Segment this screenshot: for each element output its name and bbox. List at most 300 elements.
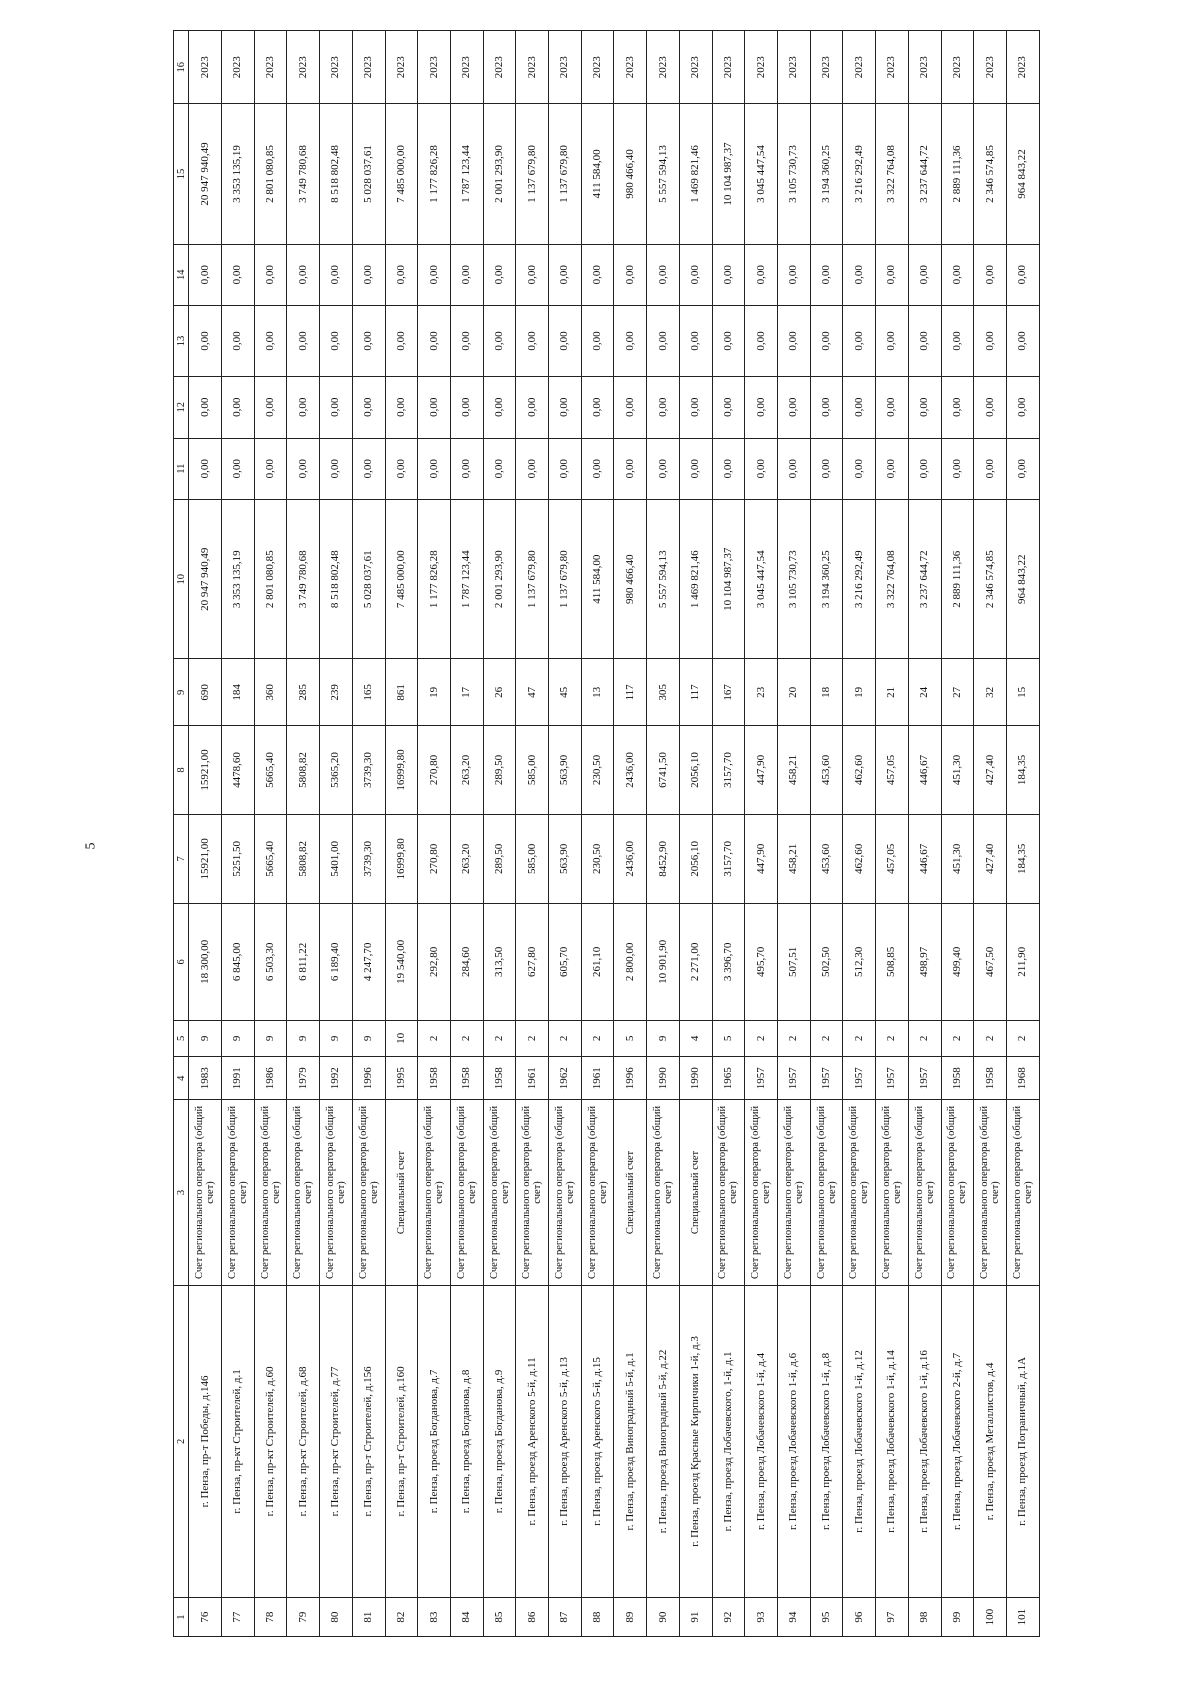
table-cell: 2023 bbox=[712, 31, 745, 104]
table-cell: 499,40 bbox=[941, 904, 974, 1020]
table-cell: 78 bbox=[254, 1598, 287, 1637]
column-number-1: 1 bbox=[174, 1598, 189, 1637]
table-cell: 80 bbox=[320, 1598, 353, 1637]
table-cell: 0,00 bbox=[974, 244, 1007, 305]
table-cell: 2 bbox=[450, 1020, 483, 1057]
table-cell: 2 346 574,85 bbox=[974, 499, 1007, 659]
table-cell: 1 177 826,28 bbox=[418, 499, 451, 659]
table-cell: 263,20 bbox=[450, 814, 483, 903]
table-cell: 1 177 826,28 bbox=[418, 104, 451, 244]
table-cell: 446,67 bbox=[908, 814, 941, 903]
table-cell: 101 bbox=[1006, 1598, 1039, 1637]
table-cell: 7 485 000,00 bbox=[385, 499, 418, 659]
table-cell: 0,00 bbox=[450, 377, 483, 438]
table-cell: 1957 bbox=[908, 1057, 941, 1100]
table-cell: 3 322 764,08 bbox=[876, 499, 909, 659]
table-cell: Счет регионального оператора (общий счет) bbox=[810, 1100, 843, 1285]
table-cell: г. Пенза, пр-кт Строителей, д.68 bbox=[287, 1285, 320, 1598]
table-cell: 20 bbox=[777, 659, 810, 726]
table-cell: 0,00 bbox=[385, 305, 418, 376]
table-cell: Счет регионального оператора (общий счет) bbox=[320, 1100, 353, 1285]
table-cell: 19 540,00 bbox=[385, 904, 418, 1020]
table-cell: Счет регионального оператора (общий счет) bbox=[974, 1100, 1007, 1285]
table-cell: 1986 bbox=[254, 1057, 287, 1100]
table-cell: 498,97 bbox=[908, 904, 941, 1020]
table-cell: 184 bbox=[222, 659, 255, 726]
table-cell: 0,00 bbox=[876, 438, 909, 499]
column-number-11: 11 bbox=[174, 438, 189, 499]
table-row bbox=[1006, 31, 1039, 1637]
table-cell: 1957 bbox=[745, 1057, 778, 1100]
column-number-5: 5 bbox=[174, 1020, 189, 1057]
table-cell: 0,00 bbox=[745, 244, 778, 305]
table-cell: г. Пенза, проезд Виноградный 5-й, д.22 bbox=[647, 1285, 680, 1598]
table-cell: 453,60 bbox=[810, 726, 843, 814]
table-cell: 0,00 bbox=[810, 438, 843, 499]
table-cell: 0,00 bbox=[222, 244, 255, 305]
table-cell: 0,00 bbox=[352, 244, 385, 305]
table-cell: 47 bbox=[516, 659, 549, 726]
table-cell: 0,00 bbox=[222, 438, 255, 499]
table-cell: 2023 bbox=[549, 31, 582, 104]
table-cell: 89 bbox=[614, 1598, 647, 1637]
table-cell: 0,00 bbox=[549, 305, 582, 376]
table-cell: 3 353 135,19 bbox=[222, 104, 255, 244]
table-cell: 0,00 bbox=[679, 438, 712, 499]
table-cell: г. Пенза, проезд Богданова, д.8 bbox=[450, 1285, 483, 1598]
table-cell: 1961 bbox=[516, 1057, 549, 1100]
table-cell: г. Пенза, проезд Богданова, д.7 bbox=[418, 1285, 451, 1598]
table-cell: 2023 bbox=[418, 31, 451, 104]
table-cell: 0,00 bbox=[287, 305, 320, 376]
table-cell: 83 bbox=[418, 1598, 451, 1637]
table-cell: 76 bbox=[189, 1598, 222, 1637]
table-cell: 2 bbox=[908, 1020, 941, 1057]
table-cell: 6 189,40 bbox=[320, 904, 353, 1020]
column-number-7: 7 bbox=[174, 814, 189, 903]
table-cell: 360 bbox=[254, 659, 287, 726]
table-cell: 6 503,30 bbox=[254, 904, 287, 1020]
table-cell: 0,00 bbox=[581, 438, 614, 499]
table-cell: 1 469 821,46 bbox=[679, 104, 712, 244]
table-cell: 1957 bbox=[777, 1057, 810, 1100]
table-cell: 2023 bbox=[679, 31, 712, 104]
table-cell: 184,35 bbox=[1006, 814, 1039, 903]
table-cell: 91 bbox=[679, 1598, 712, 1637]
table-cell: 4478,60 bbox=[222, 726, 255, 814]
table-cell: 3 194 360,25 bbox=[810, 499, 843, 659]
table-cell: 2023 bbox=[385, 31, 418, 104]
table-cell: 585,00 bbox=[516, 726, 549, 814]
table-row bbox=[516, 31, 549, 1637]
table-cell: 9 bbox=[222, 1020, 255, 1057]
column-number-14: 14 bbox=[174, 244, 189, 305]
table-cell: 2023 bbox=[745, 31, 778, 104]
table-row bbox=[418, 31, 451, 1637]
column-number-15: 15 bbox=[174, 104, 189, 244]
table-cell: 467,50 bbox=[974, 904, 1007, 1020]
table-cell: г. Пенза, проезд Металлистов, д.4 bbox=[974, 1285, 1007, 1598]
table-cell: 0,00 bbox=[516, 305, 549, 376]
table-cell: 5 557 594,13 bbox=[647, 104, 680, 244]
table-cell: 0,00 bbox=[385, 377, 418, 438]
table-cell: 5808,82 bbox=[287, 726, 320, 814]
table-cell: 462,60 bbox=[843, 814, 876, 903]
table-cell: 3 749 780,68 bbox=[287, 499, 320, 659]
table-cell: 0,00 bbox=[647, 244, 680, 305]
table-cell: 86 bbox=[516, 1598, 549, 1637]
table-cell: 0,00 bbox=[483, 377, 516, 438]
table-cell: Счет регионального оператора (общий счет) bbox=[352, 1100, 385, 1285]
table-cell: 2056,10 bbox=[679, 814, 712, 903]
table-cell: 165 bbox=[352, 659, 385, 726]
table-cell: 0,00 bbox=[418, 244, 451, 305]
table-cell: 5 bbox=[712, 1020, 745, 1057]
table-cell: 2023 bbox=[320, 31, 353, 104]
table-cell: 6 811,22 bbox=[287, 904, 320, 1020]
column-number-9: 9 bbox=[174, 659, 189, 726]
table-cell: 5665,40 bbox=[254, 814, 287, 903]
table-cell: 2 bbox=[745, 1020, 778, 1057]
table-cell: Счет регионального оператора (общий счет) bbox=[189, 1100, 222, 1285]
table-cell: 0,00 bbox=[974, 305, 1007, 376]
table-cell: 0,00 bbox=[189, 438, 222, 499]
table-cell: г. Пенза, проезд Лобачевского 1-й, д.8 bbox=[810, 1285, 843, 1598]
table-cell: 5808,82 bbox=[287, 814, 320, 903]
column-number-10: 10 bbox=[174, 499, 189, 659]
column-number-8: 8 bbox=[174, 726, 189, 814]
table-cell: 19 bbox=[843, 659, 876, 726]
table-row bbox=[876, 31, 909, 1637]
table-cell: 1958 bbox=[974, 1057, 1007, 1100]
table-cell: 0,00 bbox=[254, 377, 287, 438]
table-cell: 0,00 bbox=[908, 377, 941, 438]
table-cell: 0,00 bbox=[679, 244, 712, 305]
table-cell: 0,00 bbox=[549, 377, 582, 438]
table-cell: 0,00 bbox=[843, 244, 876, 305]
table-cell: Счет регионального оператора (общий счет) bbox=[843, 1100, 876, 1285]
table-cell: 1958 bbox=[941, 1057, 974, 1100]
table-cell: 0,00 bbox=[843, 305, 876, 376]
table-cell: 453,60 bbox=[810, 814, 843, 903]
table-cell: 96 bbox=[843, 1598, 876, 1637]
table-cell: 9 bbox=[647, 1020, 680, 1057]
table-cell: Счет регионального оператора (общий счет) bbox=[1006, 1100, 1039, 1285]
table-cell: 5 557 594,13 bbox=[647, 499, 680, 659]
table-cell: 2023 bbox=[974, 31, 1007, 104]
table-cell: Специальный счет bbox=[679, 1100, 712, 1285]
table-cell: 0,00 bbox=[581, 244, 614, 305]
table-cell: 45 bbox=[549, 659, 582, 726]
table-cell: 2023 bbox=[941, 31, 974, 104]
table-cell: Счет регионального оператора (общий счет) bbox=[222, 1100, 255, 1285]
table-cell: 2023 bbox=[450, 31, 483, 104]
table-row bbox=[189, 31, 222, 1637]
table-cell: 4 bbox=[679, 1020, 712, 1057]
table-row bbox=[254, 31, 287, 1637]
table-cell: 0,00 bbox=[908, 305, 941, 376]
table-cell: Счет регионального оператора (общий счет) bbox=[745, 1100, 778, 1285]
table-cell: 3157,70 bbox=[712, 726, 745, 814]
table-cell: г. Пенза, проезд Лобачевского 1-й, д.16 bbox=[908, 1285, 941, 1598]
table-cell: 2 889 111,36 bbox=[941, 499, 974, 659]
table-cell: 0,00 bbox=[777, 438, 810, 499]
table-cell: 0,00 bbox=[614, 305, 647, 376]
table-row bbox=[450, 31, 483, 1637]
table-cell: 0,00 bbox=[450, 244, 483, 305]
table-cell: 10 104 987,37 bbox=[712, 499, 745, 659]
table-row bbox=[581, 31, 614, 1637]
column-number-12: 12 bbox=[174, 377, 189, 438]
table-cell: 1992 bbox=[320, 1057, 353, 1100]
table-cell: 6 845,00 bbox=[222, 904, 255, 1020]
table-row bbox=[810, 31, 843, 1637]
table-cell: 82 bbox=[385, 1598, 418, 1637]
table-cell: 964 843,22 bbox=[1006, 499, 1039, 659]
table-cell: г. Пенза, проезд Лобачевского 1-й, д.6 bbox=[777, 1285, 810, 1598]
table-cell: 0,00 bbox=[712, 305, 745, 376]
table-cell: 2023 bbox=[222, 31, 255, 104]
table-cell: 5365,20 bbox=[320, 726, 353, 814]
table-cell: 284,60 bbox=[450, 904, 483, 1020]
table-cell: 458,21 bbox=[777, 726, 810, 814]
table-cell: 2023 bbox=[614, 31, 647, 104]
table-cell: 2023 bbox=[581, 31, 614, 104]
table-cell: 0,00 bbox=[254, 438, 287, 499]
table-cell: 10 bbox=[385, 1020, 418, 1057]
table-cell: 0,00 bbox=[581, 377, 614, 438]
table-cell: 9 bbox=[320, 1020, 353, 1057]
table-cell: 1958 bbox=[450, 1057, 483, 1100]
table-cell: 2 001 293,90 bbox=[483, 104, 516, 244]
table-cell: 9 bbox=[254, 1020, 287, 1057]
table-cell: 2 bbox=[549, 1020, 582, 1057]
table-cell: 20 947 940,49 bbox=[189, 104, 222, 244]
table-cell: 19 bbox=[418, 659, 451, 726]
table-cell: 1961 bbox=[581, 1057, 614, 1100]
table-row bbox=[843, 31, 876, 1637]
table-cell: г. Пенза, проезд Пограничный, д.1А bbox=[1006, 1285, 1039, 1598]
table-cell: 0,00 bbox=[352, 377, 385, 438]
table-cell: 239 bbox=[320, 659, 353, 726]
table-cell: г. Пенза, пр-кт Строителей, д.1 bbox=[222, 1285, 255, 1598]
table-row bbox=[549, 31, 582, 1637]
table-cell: 18 300,00 bbox=[189, 904, 222, 1020]
table-cell: 0,00 bbox=[810, 305, 843, 376]
table-cell: 0,00 bbox=[287, 244, 320, 305]
table-cell: 0,00 bbox=[810, 377, 843, 438]
table-cell: 0,00 bbox=[483, 305, 516, 376]
table-cell: 0,00 bbox=[320, 438, 353, 499]
table-cell: Счет регионального оператора (общий счет) bbox=[516, 1100, 549, 1285]
column-number-13: 13 bbox=[174, 305, 189, 376]
table-cell: 3739,30 bbox=[352, 814, 385, 903]
table-row bbox=[352, 31, 385, 1637]
table-cell: 92 bbox=[712, 1598, 745, 1637]
table-row bbox=[320, 31, 353, 1637]
table-cell: 2 800,00 bbox=[614, 904, 647, 1020]
table-cell: 0,00 bbox=[418, 438, 451, 499]
table-cell: Счет регионального оператора (общий счет) bbox=[418, 1100, 451, 1285]
table-cell: 605,70 bbox=[549, 904, 582, 1020]
table-cell: 1 137 679,80 bbox=[516, 104, 549, 244]
table-cell: 17 bbox=[450, 659, 483, 726]
table-cell: 3 216 292,49 bbox=[843, 499, 876, 659]
table-cell: 690 bbox=[189, 659, 222, 726]
table-cell: 3 322 764,08 bbox=[876, 104, 909, 244]
table-cell: 0,00 bbox=[581, 305, 614, 376]
table-cell: 627,80 bbox=[516, 904, 549, 1020]
table-cell: 0,00 bbox=[1006, 438, 1039, 499]
table-cell: 88 bbox=[581, 1598, 614, 1637]
table-cell: 563,90 bbox=[549, 814, 582, 903]
table-cell: 1968 bbox=[1006, 1057, 1039, 1100]
column-number-2: 2 bbox=[174, 1285, 189, 1598]
table-cell: 2 bbox=[941, 1020, 974, 1057]
rotated-table-frame bbox=[173, 30, 1040, 1637]
table-cell: Счет регионального оператора (общий счет) bbox=[287, 1100, 320, 1285]
table-cell: 3 194 360,25 bbox=[810, 104, 843, 244]
table-cell: 3 045 447,54 bbox=[745, 104, 778, 244]
table-cell: 0,00 bbox=[450, 438, 483, 499]
table-cell: 462,60 bbox=[843, 726, 876, 814]
table-cell: 95 bbox=[810, 1598, 843, 1637]
table-cell: 1990 bbox=[647, 1057, 680, 1100]
table-cell: 98 bbox=[908, 1598, 941, 1637]
table-cell: 861 bbox=[385, 659, 418, 726]
table-cell: 0,00 bbox=[810, 244, 843, 305]
table-cell: г. Пенза, проезд Лобачевского 1-й, д.12 bbox=[843, 1285, 876, 1598]
table-cell: 446,67 bbox=[908, 726, 941, 814]
table-cell: 411 584,00 bbox=[581, 499, 614, 659]
table-cell: 2 001 293,90 bbox=[483, 499, 516, 659]
table-cell: 585,00 bbox=[516, 814, 549, 903]
table-cell: 0,00 bbox=[876, 377, 909, 438]
table-cell: 10 104 987,37 bbox=[712, 104, 745, 244]
table-cell: 0,00 bbox=[222, 305, 255, 376]
table-cell: 2023 bbox=[352, 31, 385, 104]
table-cell: 94 bbox=[777, 1598, 810, 1637]
table-cell: 451,30 bbox=[941, 726, 974, 814]
table-cell: 0,00 bbox=[777, 377, 810, 438]
table-cell: 24 bbox=[908, 659, 941, 726]
table-cell: г. Пенза, проезд Лобачевского 2-й, д.7 bbox=[941, 1285, 974, 1598]
table-cell: Счет регионального оператора (общий счет) bbox=[647, 1100, 680, 1285]
table-cell: 427,40 bbox=[974, 814, 1007, 903]
table-cell: Счет регионального оператора (общий счет) bbox=[777, 1100, 810, 1285]
table-cell: 230,50 bbox=[581, 726, 614, 814]
table-row bbox=[614, 31, 647, 1637]
table-cell: 0,00 bbox=[189, 305, 222, 376]
table-cell: г. Пенза, проезд Богданова, д.9 bbox=[483, 1285, 516, 1598]
table-cell: 0,00 bbox=[876, 244, 909, 305]
table-cell: 6741,50 bbox=[647, 726, 680, 814]
table-cell: 0,00 bbox=[974, 377, 1007, 438]
table-cell: 0,00 bbox=[712, 438, 745, 499]
table-cell: 508,85 bbox=[876, 904, 909, 1020]
table-cell: 10 901,90 bbox=[647, 904, 680, 1020]
table-cell: 8452,90 bbox=[647, 814, 680, 903]
table-cell: 20 947 940,49 bbox=[189, 499, 222, 659]
table-cell: 0,00 bbox=[647, 305, 680, 376]
table-cell: 0,00 bbox=[287, 438, 320, 499]
table-cell: 1991 bbox=[222, 1057, 255, 1100]
table-cell: 305 bbox=[647, 659, 680, 726]
table-cell: 457,05 bbox=[876, 814, 909, 903]
column-number-row bbox=[174, 31, 189, 1637]
table-cell: 99 bbox=[941, 1598, 974, 1637]
table-cell: Специальный счет bbox=[614, 1100, 647, 1285]
table-cell: 0,00 bbox=[941, 377, 974, 438]
table-cell: 0,00 bbox=[941, 305, 974, 376]
table-cell: 2023 bbox=[254, 31, 287, 104]
table-cell: 1983 bbox=[189, 1057, 222, 1100]
table-row bbox=[647, 31, 680, 1637]
table-cell: 2 bbox=[516, 1020, 549, 1057]
table-row bbox=[941, 31, 974, 1637]
table-cell: 0,00 bbox=[516, 244, 549, 305]
table-body bbox=[174, 31, 1040, 1637]
table-cell: 0,00 bbox=[352, 438, 385, 499]
table-row bbox=[974, 31, 1007, 1637]
table-cell: 0,00 bbox=[712, 377, 745, 438]
table-cell: 0,00 bbox=[745, 305, 778, 376]
table-cell: 0,00 bbox=[450, 305, 483, 376]
table-cell: 270,80 bbox=[418, 726, 451, 814]
table-cell: 21 bbox=[876, 659, 909, 726]
table-cell: 270,80 bbox=[418, 814, 451, 903]
table-cell: 980 466,40 bbox=[614, 499, 647, 659]
table-cell: 2 bbox=[483, 1020, 516, 1057]
table-cell: г. Пенза, пр-т Победы, д.146 bbox=[189, 1285, 222, 1598]
table-cell: 0,00 bbox=[647, 377, 680, 438]
table-cell: 0,00 bbox=[385, 438, 418, 499]
table-cell: 1957 bbox=[810, 1057, 843, 1100]
table-cell: 1 787 123,44 bbox=[450, 104, 483, 244]
table-cell: 1996 bbox=[352, 1057, 385, 1100]
table-cell: г. Пенза, пр-кт Строителей, д.77 bbox=[320, 1285, 353, 1598]
table-cell: 980 466,40 bbox=[614, 104, 647, 244]
table-cell: Счет регионального оператора (общий счет) bbox=[254, 1100, 287, 1285]
table-cell: 447,90 bbox=[745, 726, 778, 814]
table-cell: 13 bbox=[581, 659, 614, 726]
table-cell: Счет регионального оператора (общий счет) bbox=[581, 1100, 614, 1285]
table-cell: 15 bbox=[1006, 659, 1039, 726]
column-number-4: 4 bbox=[174, 1057, 189, 1100]
table-cell: 0,00 bbox=[189, 377, 222, 438]
table-cell: 1957 bbox=[876, 1057, 909, 1100]
table-cell: 0,00 bbox=[745, 377, 778, 438]
table-cell: 427,40 bbox=[974, 726, 1007, 814]
table-cell: 0,00 bbox=[777, 244, 810, 305]
table-cell: 0,00 bbox=[614, 438, 647, 499]
table-cell: 313,50 bbox=[483, 904, 516, 1020]
table-cell: г. Пенза, пр-т Строителей, д.156 bbox=[352, 1285, 385, 1598]
table-cell: 0,00 bbox=[549, 438, 582, 499]
table-cell: 0,00 bbox=[385, 244, 418, 305]
table-cell: г. Пенза, пр-т Строителей, д.160 bbox=[385, 1285, 418, 1598]
table-cell: 5 028 037,61 bbox=[352, 104, 385, 244]
table-cell: 0,00 bbox=[843, 438, 876, 499]
table-cell: 2 889 111,36 bbox=[941, 104, 974, 244]
table-cell: 2023 bbox=[876, 31, 909, 104]
table-cell: 0,00 bbox=[974, 438, 1007, 499]
table-cell: 9 bbox=[189, 1020, 222, 1057]
table-cell: 85 bbox=[483, 1598, 516, 1637]
table-cell: 1 469 821,46 bbox=[679, 499, 712, 659]
table-cell: Счет регионального оператора (общий счет) bbox=[712, 1100, 745, 1285]
table-cell: 0,00 bbox=[908, 244, 941, 305]
